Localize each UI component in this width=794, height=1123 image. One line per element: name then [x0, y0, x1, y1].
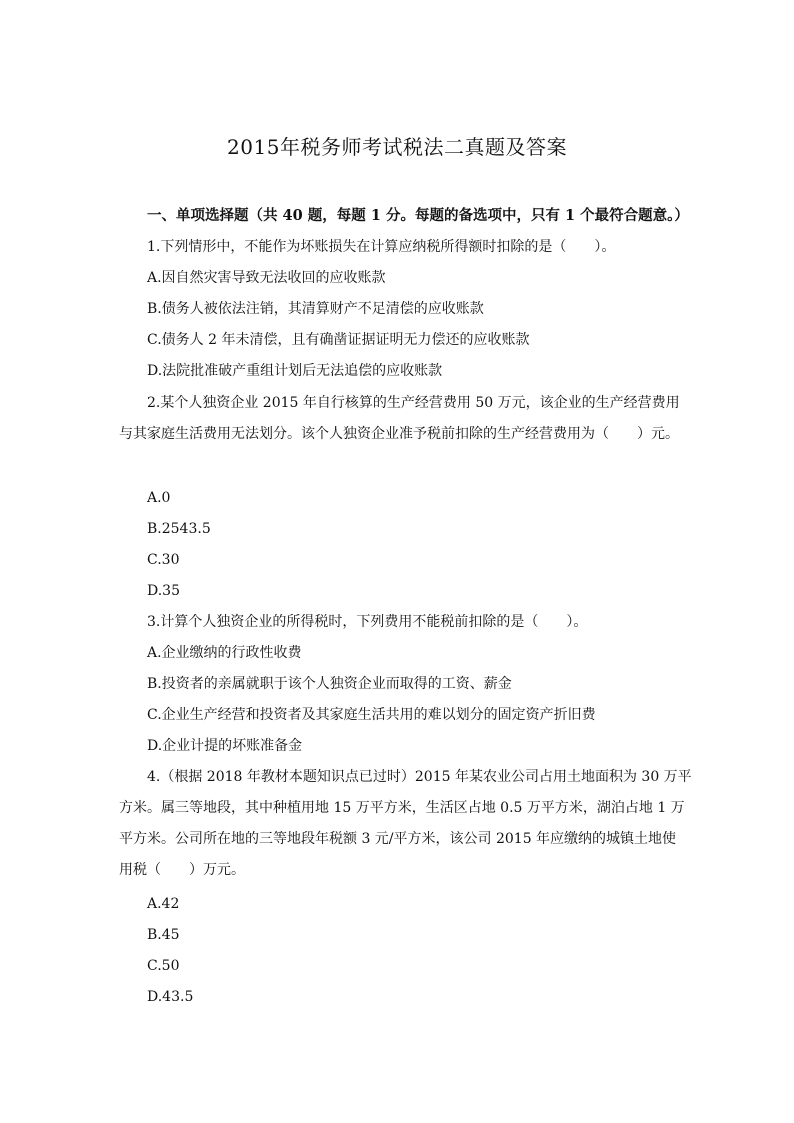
document-title: 2015年税务师考试税法二真题及答案: [227, 135, 567, 159]
question-3-option-a: A.企业缴纳的行政性收费: [147, 645, 302, 661]
question-2-option-c: C.30: [147, 552, 180, 568]
question-4-option-b: B.45: [147, 927, 180, 943]
question-3-stem: 3.计算个人独资企业的所得税时，下列费用不能税前扣除的是（ ）。: [147, 614, 588, 630]
question-3-option-c: C.企业生产经营和投资者及其家庭生活共用的难以划分的固定资产折旧费: [147, 707, 596, 723]
question-3-option-b: B.投资者的亲属就职于该个人独资企业而取得的工资、薪金: [147, 676, 512, 692]
question-4-option-d: D.43.5: [147, 989, 194, 1005]
section-heading: 一、单项选择题（共 40 题，每题 1 分。每题的备选项中，只有 1 个最符合题意。）: [147, 207, 689, 224]
question-4-option-a: A.42: [147, 896, 180, 912]
question-4-stem-line-2: 方米。属三等地段，其中种植用地 15 万平方米，生活区占地 0.5 万平方米，湖泊占地 1 万: [119, 800, 685, 816]
question-4-stem-line-1: 4.（根据 2018 年教材本题知识点已过时）2015 年某农业公司占用土地面积为 30 万平: [147, 769, 692, 785]
question-4-option-c: C.50: [147, 958, 180, 974]
question-1-option-c: C.债务人 2 年未清偿，且有确凿证据证明无力偿还的应收账款: [147, 332, 530, 348]
question-2-option-d: D.35: [147, 583, 180, 599]
question-2-stem-line-2: 与其家庭生活费用无法划分。该个人独资企业准予税前扣除的生产经营费用为（ ）元。: [119, 426, 679, 442]
question-4-stem-line-3: 平方米。公司所在地的三等地段年税额 3 元/平方米，该公司 2015 年应缴纳的城镇土地使: [119, 831, 677, 847]
question-2-stem-line-1: 2.某个人独资企业 2015 年自行核算的生产经营费用 50 万元，该企业的生产经营费用: [147, 395, 680, 411]
question-2-option-b: B.2543.5: [147, 521, 211, 537]
question-1-option-d: D.法院批准破产重组计划后无法追偿的应收账款: [147, 363, 443, 379]
question-1-option-a: A.因自然灾害导致无法收回的应收账款: [147, 270, 386, 286]
question-3-option-d: D.企业计提的坏账准备金: [147, 738, 303, 754]
question-1-stem: 1.下列情形中，不能作为坏账损失在计算应纳税所得额时扣除的是（ ）。: [147, 239, 616, 255]
question-1-option-b: B.债务人被依法注销，其清算财产不足清偿的应收账款: [147, 301, 484, 317]
question-2-option-a: A.0: [147, 490, 171, 506]
question-4-stem-line-4: 用税（ ）万元。: [119, 862, 245, 878]
